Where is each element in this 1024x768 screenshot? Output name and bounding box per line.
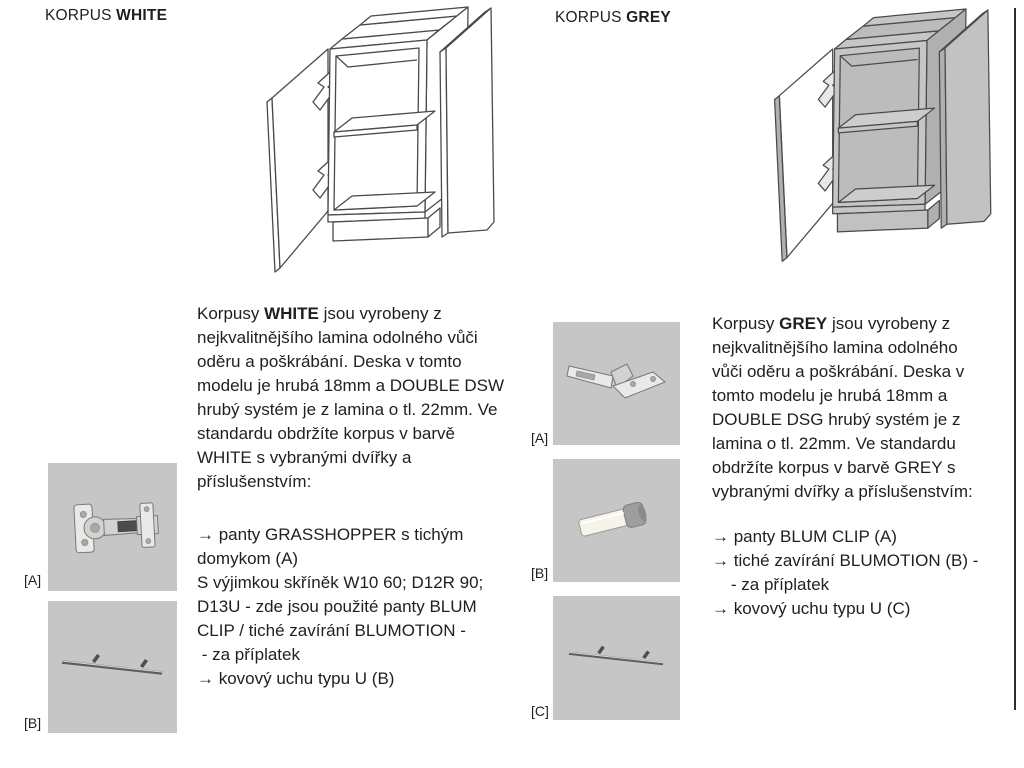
text-line: DOUBLE DSG hrubý systém je z — [712, 410, 961, 429]
text-line: → kovový uchu typu U (C) — [712, 599, 911, 618]
side-panel-face — [945, 10, 991, 224]
text-line: nejkvalitnějšího lamina odolného vůči — [197, 328, 478, 347]
text-line: obdržíte korpus v barvě GREY s — [712, 458, 956, 477]
handle-illustration — [553, 596, 680, 720]
text-line: Korpusy WHITE jsou vyrobeny z — [197, 304, 442, 323]
text-line: → panty BLUM CLIP (A) — [712, 527, 897, 546]
text-line: vůči oděru a poškrábání. Deska v — [712, 362, 965, 381]
text-line: lamina o tl. 22mm. Ve standardu — [712, 434, 956, 453]
text-line: S výjimkou skříněk W10 60; D12R 90; — [197, 573, 484, 592]
photo-label-c: [C] — [531, 703, 549, 719]
description-grey — [712, 312, 1012, 504]
text-line: - za příplatek — [712, 575, 830, 594]
handle-photo-white — [48, 601, 177, 733]
accessories-list-white — [197, 523, 527, 691]
page-border-line — [1014, 8, 1016, 710]
text-line: domykom (A) — [197, 549, 299, 568]
hinge-illustration — [48, 463, 177, 591]
text-line: → tiché zavírání BLUMOTION (B) - — [712, 551, 979, 570]
photo-label-b: [B] — [531, 565, 549, 581]
korpus-grey-section — [524, 0, 1024, 768]
text-line: D13U - zde jsou použité panty BLUM — [197, 597, 477, 616]
hinge-photo-white — [48, 463, 177, 591]
text-line: tomto modelu je hrubá 18mm a — [712, 386, 948, 405]
text-line: modelu je hrubá 18mm a DOUBLE DSW — [197, 376, 505, 395]
hinge-illustration — [553, 322, 680, 445]
photo-label-b: [B] — [24, 715, 42, 731]
accessories-list-grey — [712, 525, 1012, 621]
damper-photo-grey — [553, 459, 680, 582]
handle-photo-grey — [553, 596, 680, 720]
handle-illustration — [48, 601, 177, 733]
text-line: → panty GRASSHOPPER s tichým — [197, 525, 464, 544]
section-title-grey: KORPUS GREY — [555, 9, 671, 26]
section-title-white: KORPUS WHITE — [45, 7, 168, 24]
cabinet-drawing-white — [258, 4, 510, 284]
hinge-photo-grey — [553, 322, 680, 445]
side-panel-face — [446, 8, 494, 233]
cabinet-drawing-grey — [766, 6, 1006, 273]
text-line: standardu obdržíte korpus v barvě — [197, 424, 455, 443]
damper-illustration — [553, 459, 680, 582]
text-line: vybranými dvířky a příslušenstvím: — [712, 482, 973, 501]
text-line: hrubý systém je z lamina o tl. 22mm. Ve — [197, 400, 498, 419]
text-line: WHITE s vybranými dvířky a — [197, 448, 412, 467]
text-line: oděru a poškrábání. Deska v tomto — [197, 352, 462, 371]
description-white — [197, 302, 527, 494]
text-line: → kovový uchu typu U (B) — [197, 669, 395, 688]
text-line: Korpusy GREY jsou vyrobeny z — [712, 314, 951, 333]
text-line: příslušenstvím: — [197, 472, 312, 491]
text-line: - za příplatek — [197, 645, 300, 664]
text-line: CLIP / tiché zavírání BLUMOTION - — [197, 621, 466, 640]
photo-label-a: [A] — [24, 572, 42, 588]
photo-label-a: [A] — [531, 430, 549, 446]
text-line: nejkvalitnějšího lamina odolného — [712, 338, 958, 357]
